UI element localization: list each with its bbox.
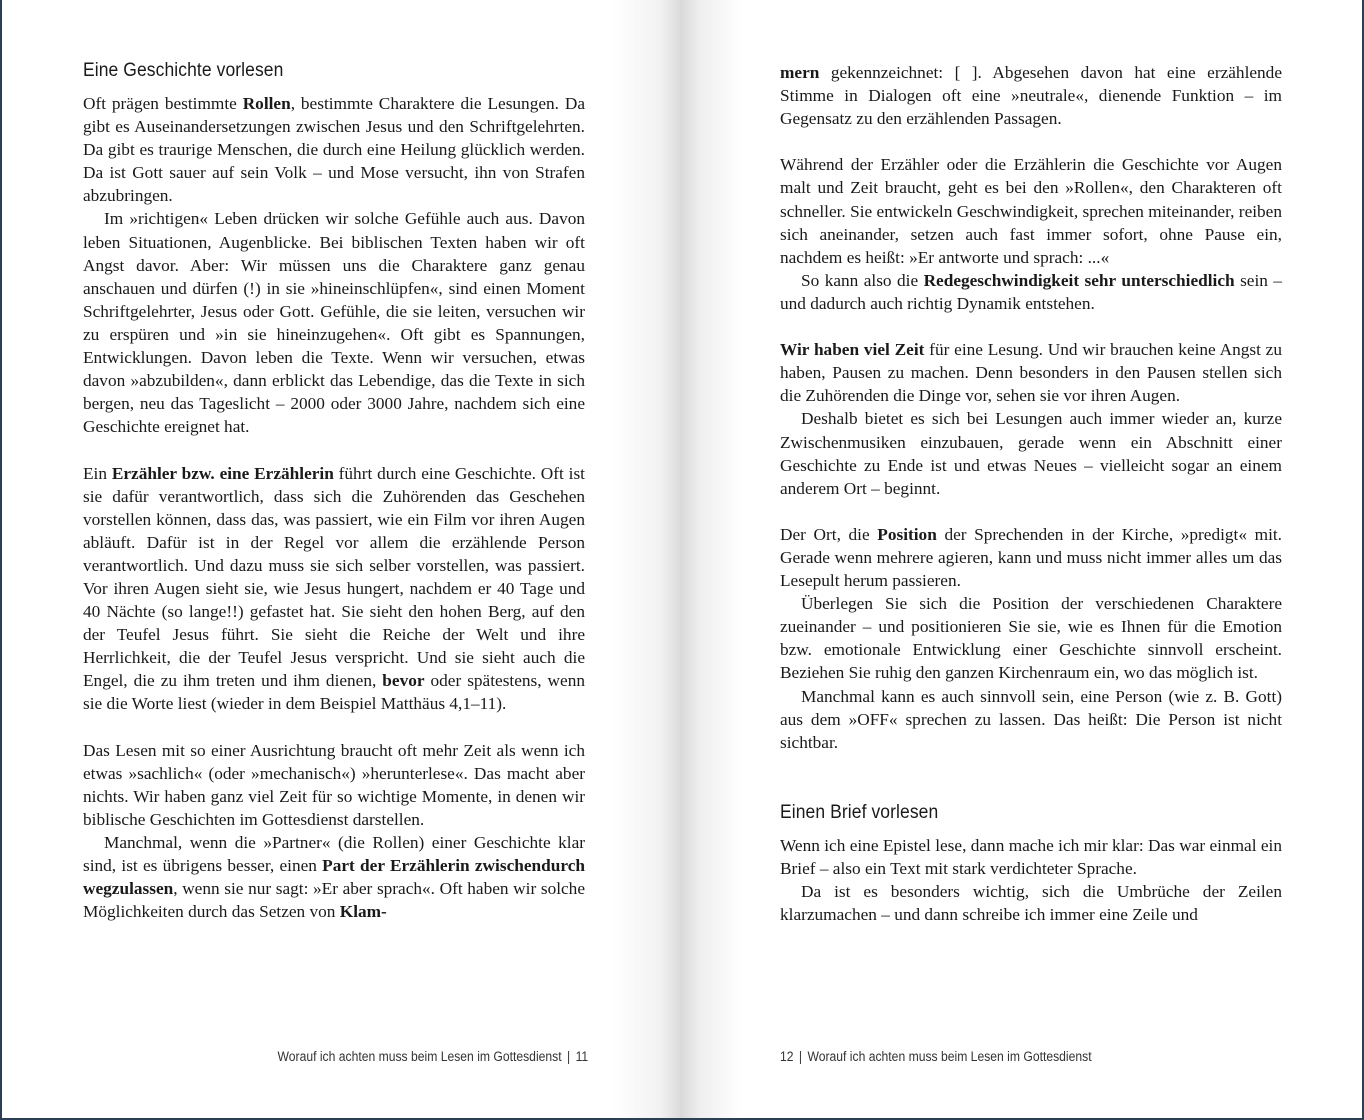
right-paragraph-8: Manchmal kann es auch sinnvoll sein, eine Person (wie z. B. Gott) aus dem »OFF« sprechen zu lassen. Das heißt: Die Person ist nicht sichtbar.: [780, 686, 1282, 752]
left-paragraph-2: Im »richtigen« Leben drücken wir solche Gefühle auch aus. Davon leben Situationen, Augenblicke. Bei biblischen Texten haben wir oft Angst davor. Aber: Wir müssen uns die Charaktere ganz genau anschauen und dürfen (!) in sie »hineinschlüpfen«, sind einen Moment Schriftgelehrter, Jesus oder Gott. Gefühle, die sie leiten, versuchen wir zu erspüren und »in sie hineinzugehen«. Oft gibt es Spannungen, Entwicklungen. Davon leben die Texte. Wenn wir versuchen, etwas davon »abzubilden«, dann erblickt das Lebendige, das die Texte in sich bergen, neu das Tageslicht – 2000 oder 3000 Jahre, nachdem sich eine Geschichte ereignet hat.: [83, 209, 585, 437]
left-paragraph-3: [83, 462, 585, 716]
right-paragraph-2: Während der Erzähler oder die Erzählerin die Geschichte vor Augen malt und Zeit braucht, geht es bei den »Rollen«, den Charakteren oft schneller. Sie entwickeln Geschwindigkeit, sprechen miteinander, reiben sich aneinander, setzen auch fast immer sofort, ohne Pause ein, nachdem es heißt: »Er antworte und sprach: ...«: [780, 155, 1282, 267]
text-run: der Sprechenden in der Kirche, »predigt« mit. Gerade wenn mehrere agieren, kann und muss nicht immer alles um das Lesepult herum passieren.: [780, 524, 1282, 591]
bold-term: bevor: [382, 671, 425, 691]
left-paragraph-5: [83, 831, 585, 923]
right-paragraph-4: [780, 338, 1282, 407]
left-paragraph-4: Das Lesen mit so einer Ausrichtung braucht oft mehr Zeit als wenn ich etwas »sachlich« (oder »mechanisch«) »herunterlese«. Das macht aber nichts. Wir haben ganz viel Zeit für so wichtige Momente, in denen wir biblische Geschichten im Gottesdienst darstellen.: [83, 740, 585, 829]
text-run: Oft prägen bestimmte: [83, 94, 243, 113]
bold-term: Erzähler bzw. eine Erzählerin: [111, 463, 334, 483]
bold-term: mern: [780, 63, 820, 82]
right-paragraph-9: Wenn ich eine Epistel lese, dann mache ich mir klar: Das war einmal ein Brief – also ein Text mit stark verdichteter Sprache.: [780, 835, 1282, 878]
text-run: , bestimmte Charaktere die Lesungen. Da gibt es Auseinandersetzungen zwischen Jesus und den Schriftgelehrten. Da gibt es traurige Menschen, die durch eine Heilung glücklich werden. Da ist Gott sauer auf sein Volk – und Mose versucht, ihn von Strafen abzubringen.: [83, 94, 586, 206]
text-run: Ein: [83, 463, 112, 483]
page-number: 11: [575, 1049, 588, 1064]
text-run: gekennzeichnet: [ ]. Abgesehen davon hat eine erzählende Stimme in Dialogen oft eine »neutrale«, dienende Funktion – im Gegensatz zu den erzählenden Passagen.: [780, 63, 1282, 129]
right-paragraph-3: [780, 269, 1282, 315]
bold-term: Redegeschwindigkeit sehr unterschiedlich: [923, 270, 1235, 290]
text-run: für eine Lesung. Und wir brauchen keine Angst zu haben, Pausen zu machen. Denn besonders in den Pausen stellen sich die Zuhörenden die Dinge vor, sehen sie vor ihren Augen.: [780, 340, 1282, 406]
text-run: sein – und dadurch auch richtig Dynamik entstehen.: [780, 270, 1283, 313]
right-paragraph-6: [780, 523, 1282, 592]
right-paragraph-1: [780, 61, 1282, 130]
right-paragraph-7: Überlegen Sie sich die Position der verschiedenen Charaktere zueinander – und positionieren Sie sie, wie es Ihnen für die Emotion bzw. emotionale Entwicklung einer Geschichte sinnvoll erscheint. Beziehen Sie ruhig den ganzen Kirchenraum ein, wo das möglich ist.: [780, 594, 1282, 683]
text-run: , wenn sie nur sagt: »Er aber sprach«. Oft haben wir solche Möglichkeiten durch das Setzen von: [83, 879, 585, 922]
right-page: [680, 0, 1362, 1118]
text-run: oder spätestens, wenn sie die Worte liest (wieder in dem Beispiel Matthäus 4,1–11).: [83, 671, 585, 714]
text-run: führt durch eine Geschichte. Oft ist sie dafür verantwortlich, dass sich die Zuhörenden das Geschehen vorstellen können, dass das, was passiert, wie ein Film vor ihren Augen abläuft. Dafür ist in der Regel vor allem die erzählende Person verantwortlich. Und dazu muss sie sich selber vorstellen, was passiert. Vor ihren Augen sieht sie, wie Jesus hungert, nachdem er 40 Tage und 40 Nächte (so lange!!) gefastet hat. Sie sieht den hohen Berg, auf den der Teufel Jesus führt. Sie sieht die Reiche der Welt und ihre Herrlichkeit, die der Teufel Jesus verspricht. Und sie sieht auch die Engel, die zu ihm treten und ihm dienen,: [83, 463, 585, 691]
footer-separator: |: [566, 1049, 570, 1064]
footer-separator: |: [798, 1049, 803, 1064]
page-number: 12: [780, 1049, 794, 1064]
left-page: [2, 0, 680, 1118]
bold-term: Wir haben viel Zeit: [780, 340, 925, 360]
section-heading-letter: Einen Brief vorlesen: [780, 801, 939, 823]
bold-term: Klam-: [339, 902, 387, 922]
text-run: Manchmal, wenn die »Partner« (die Rollen) einer Geschichte klar sind, ist es übrigens besser, einen: [83, 833, 585, 876]
section-heading-story: Eine Geschichte vorlesen: [83, 60, 284, 81]
left-paragraph-1: [83, 92, 585, 207]
bold-term: Position: [877, 524, 937, 544]
running-footer-title: Worauf ich achten muss beim Lesen im Gottesdienst: [277, 1049, 562, 1064]
right-paragraph-5: Deshalb bietet es sich bei Lesungen auch immer wieder an, kurze Zwischenmusiken einzubauen, gerade wenn ein Abschnitt einer Geschichte zu Ende ist und etwas Neues – vielleicht sogar an einem anderem Ort – beginnt.: [780, 409, 1282, 498]
text-run: So kann also die: [801, 270, 924, 290]
text-run: Der Ort, die: [780, 524, 878, 544]
running-footer-title: Worauf ich achten muss beim Lesen im Gottesdienst: [807, 1049, 1092, 1064]
bold-term: Part der Erzählerin zwischendurch wegzulassen: [83, 856, 585, 899]
left-page-footer: [277, 1049, 588, 1064]
bold-term: Rollen: [242, 94, 291, 113]
left-text-column: [83, 58, 585, 923]
right-text-column: [780, 58, 1282, 926]
right-paragraph-10: Da ist es besonders wichtig, sich die Umbrüche der Zeilen klarzumachen – und dann schreibe ich immer eine Zeile und: [780, 882, 1282, 925]
right-page-footer: [780, 1049, 1092, 1064]
